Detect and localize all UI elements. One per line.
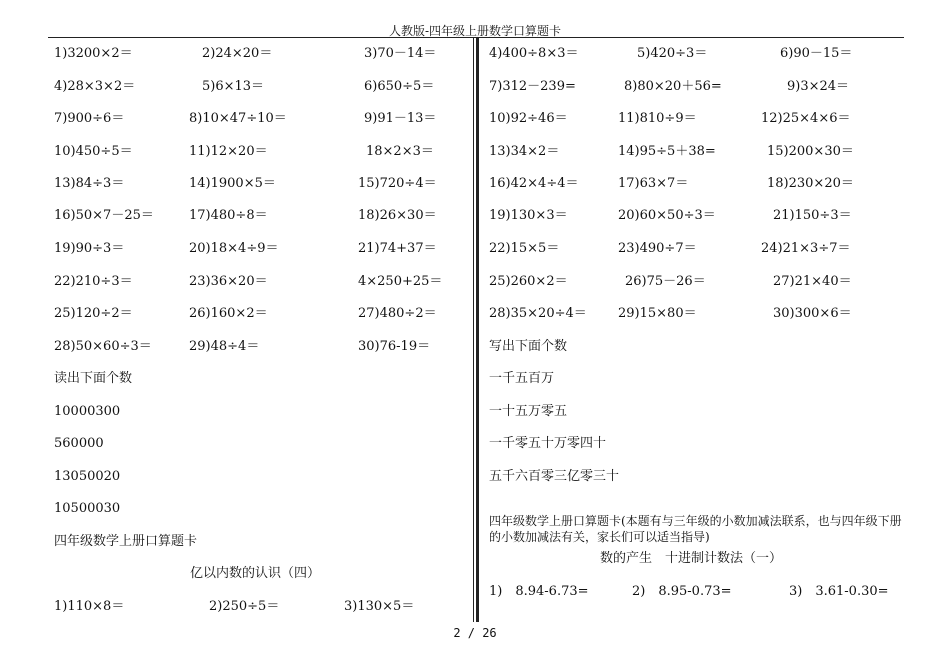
problem-l-9-3: 27)480÷2＝ bbox=[358, 306, 437, 321]
problem-r-1-2: 5)420÷3＝ bbox=[637, 46, 708, 61]
problem-l-3-1: 7)900÷6＝ bbox=[54, 111, 125, 126]
problem-r-5-3: 18)230×20＝ bbox=[767, 176, 854, 191]
problem-l-2-2: 5)6×13＝ bbox=[202, 79, 265, 94]
write-heading: 写出下面个数 bbox=[489, 339, 568, 354]
problem-r-7-3: 24)21×3÷7＝ bbox=[761, 241, 851, 256]
read-number-3: 13050020 bbox=[54, 469, 121, 484]
write-number-1: 一千五百万 bbox=[489, 371, 555, 386]
problem-r-5-1: 16)42×4÷4＝ bbox=[489, 176, 579, 191]
problem-l-8-1: 22)210÷3＝ bbox=[54, 274, 133, 289]
write-number-4: 五千六百零三亿零三十 bbox=[489, 469, 620, 484]
card-note-line1: 四年级数学上册口算题卡(本题有与三年级的小数加减法联系，也与四年级下册 bbox=[489, 514, 902, 528]
problem-l-6-3: 18)26×30＝ bbox=[358, 208, 437, 223]
problem-l-2-1: 4)28×3×2＝ bbox=[54, 79, 136, 94]
problem-r-9-1: 28)35×20÷4＝ bbox=[489, 306, 587, 321]
problem-r-9-2: 29)15×80＝ bbox=[618, 306, 697, 321]
problem-r-1-1: 4)400÷8×3＝ bbox=[489, 46, 579, 61]
read-number-2: 560000 bbox=[54, 436, 104, 451]
card-title: 四年级数学上册口算题卡 bbox=[54, 534, 198, 549]
problem-l-8-2: 23)36×20＝ bbox=[189, 274, 268, 289]
problem-l-4-1: 10)450÷5＝ bbox=[54, 144, 133, 159]
problem-r-6-1: 19)130×3＝ bbox=[489, 208, 568, 223]
problem-r-4-3: 15)200×30＝ bbox=[767, 144, 854, 159]
problem-l-1-1: 1)3200×2＝ bbox=[54, 46, 133, 61]
problem-l-9-2: 26)160×2＝ bbox=[189, 306, 268, 321]
problem-lb-3: 3)130×5＝ bbox=[344, 599, 415, 614]
problem-r-2-1: 7)312－239= bbox=[489, 79, 576, 94]
card-note-line2: 的小数加减法有关，家长们可以适当指导) bbox=[489, 530, 710, 544]
problem-rb-2: 2) 8.95-0.73= bbox=[632, 584, 732, 599]
problem-r-4-2: 14)95÷5＋38= bbox=[618, 144, 716, 159]
problem-l-4-3: 18×2×3＝ bbox=[366, 144, 434, 159]
write-number-3: 一千零五十万零四十 bbox=[489, 436, 607, 451]
problem-r-8-1: 25)260×2＝ bbox=[489, 274, 568, 289]
problem-l-7-1: 19)90÷3＝ bbox=[54, 241, 125, 256]
problem-l-1-2: 2)24×20＝ bbox=[202, 46, 273, 61]
problem-rb-3: 3) 3.61-0.30= bbox=[789, 584, 889, 599]
problem-l-1-3: 3)70－14＝ bbox=[364, 46, 437, 61]
problem-l-3-2: 8)10×47÷10＝ bbox=[189, 111, 287, 126]
problem-r-2-3: 9)3×24＝ bbox=[787, 79, 850, 94]
problem-r-4-1: 13)34×2＝ bbox=[489, 144, 560, 159]
problem-rb-1: 1) 8.94-6.73= bbox=[489, 584, 589, 599]
problem-r-3-2: 11)810÷9＝ bbox=[618, 111, 697, 126]
problem-l-5-3: 15)720÷4＝ bbox=[358, 176, 437, 191]
read-number-4: 10500030 bbox=[54, 501, 121, 516]
problem-r-7-2: 23)490÷7＝ bbox=[618, 241, 697, 256]
problem-l-4-2: 11)12×20＝ bbox=[189, 144, 268, 159]
problem-l-7-3: 21)74+37＝ bbox=[358, 241, 437, 256]
page-header: 人教版-四年级上册数学口算题卡 bbox=[388, 24, 562, 38]
problem-r-5-2: 17)63×7＝ bbox=[618, 176, 689, 191]
section-title-left: 亿以内数的认识（四） bbox=[190, 566, 321, 581]
section-title-right: 数的产生 十进制计数法（一） bbox=[600, 551, 783, 566]
read-heading: 读出下面个数 bbox=[54, 371, 133, 386]
problem-r-8-2: 26)75－26＝ bbox=[625, 274, 706, 289]
column-divider-thin bbox=[473, 38, 474, 622]
problem-r-8-3: 27)21×40＝ bbox=[773, 274, 852, 289]
problem-r-1-3: 6)90－15＝ bbox=[780, 46, 853, 61]
problem-r-3-1: 10)92÷46＝ bbox=[489, 111, 568, 126]
problem-r-7-1: 22)15×5＝ bbox=[489, 241, 560, 256]
problem-r-6-3: 21)150÷3＝ bbox=[773, 208, 852, 223]
problem-l-3-3: 9)91－13＝ bbox=[364, 111, 437, 126]
problem-l-6-2: 17)480÷8＝ bbox=[189, 208, 268, 223]
problem-l-10-3: 30)76-19＝ bbox=[358, 339, 431, 354]
problem-l-5-1: 13)84÷3＝ bbox=[54, 176, 125, 191]
problem-l-2-3: 6)650÷5＝ bbox=[364, 79, 435, 94]
read-number-1: 10000300 bbox=[54, 404, 121, 419]
problem-lb-2: 2)250÷5＝ bbox=[209, 599, 280, 614]
problem-lb-1: 1)110×8＝ bbox=[54, 599, 125, 614]
problem-r-6-2: 20)60×50÷3＝ bbox=[618, 208, 716, 223]
column-divider bbox=[476, 38, 479, 622]
problem-l-10-2: 29)48÷4＝ bbox=[189, 339, 260, 354]
problem-r-2-2: 8)80×20＋56= bbox=[624, 79, 722, 94]
problem-l-8-3: 4×250+25＝ bbox=[358, 274, 443, 289]
page-number: 2 / 26 bbox=[453, 626, 497, 640]
problem-l-10-1: 28)50×60÷3＝ bbox=[54, 339, 152, 354]
problem-r-9-3: 30)300×6＝ bbox=[773, 306, 852, 321]
problem-l-9-1: 25)120÷2＝ bbox=[54, 306, 133, 321]
problem-l-7-2: 20)18×4÷9＝ bbox=[189, 241, 279, 256]
problem-l-5-2: 14)1900×5＝ bbox=[189, 176, 276, 191]
problem-r-3-3: 12)25×4×6＝ bbox=[761, 111, 851, 126]
write-number-2: 一十五万零五 bbox=[489, 404, 568, 419]
problem-l-6-1: 16)50×7－25＝ bbox=[54, 208, 154, 223]
